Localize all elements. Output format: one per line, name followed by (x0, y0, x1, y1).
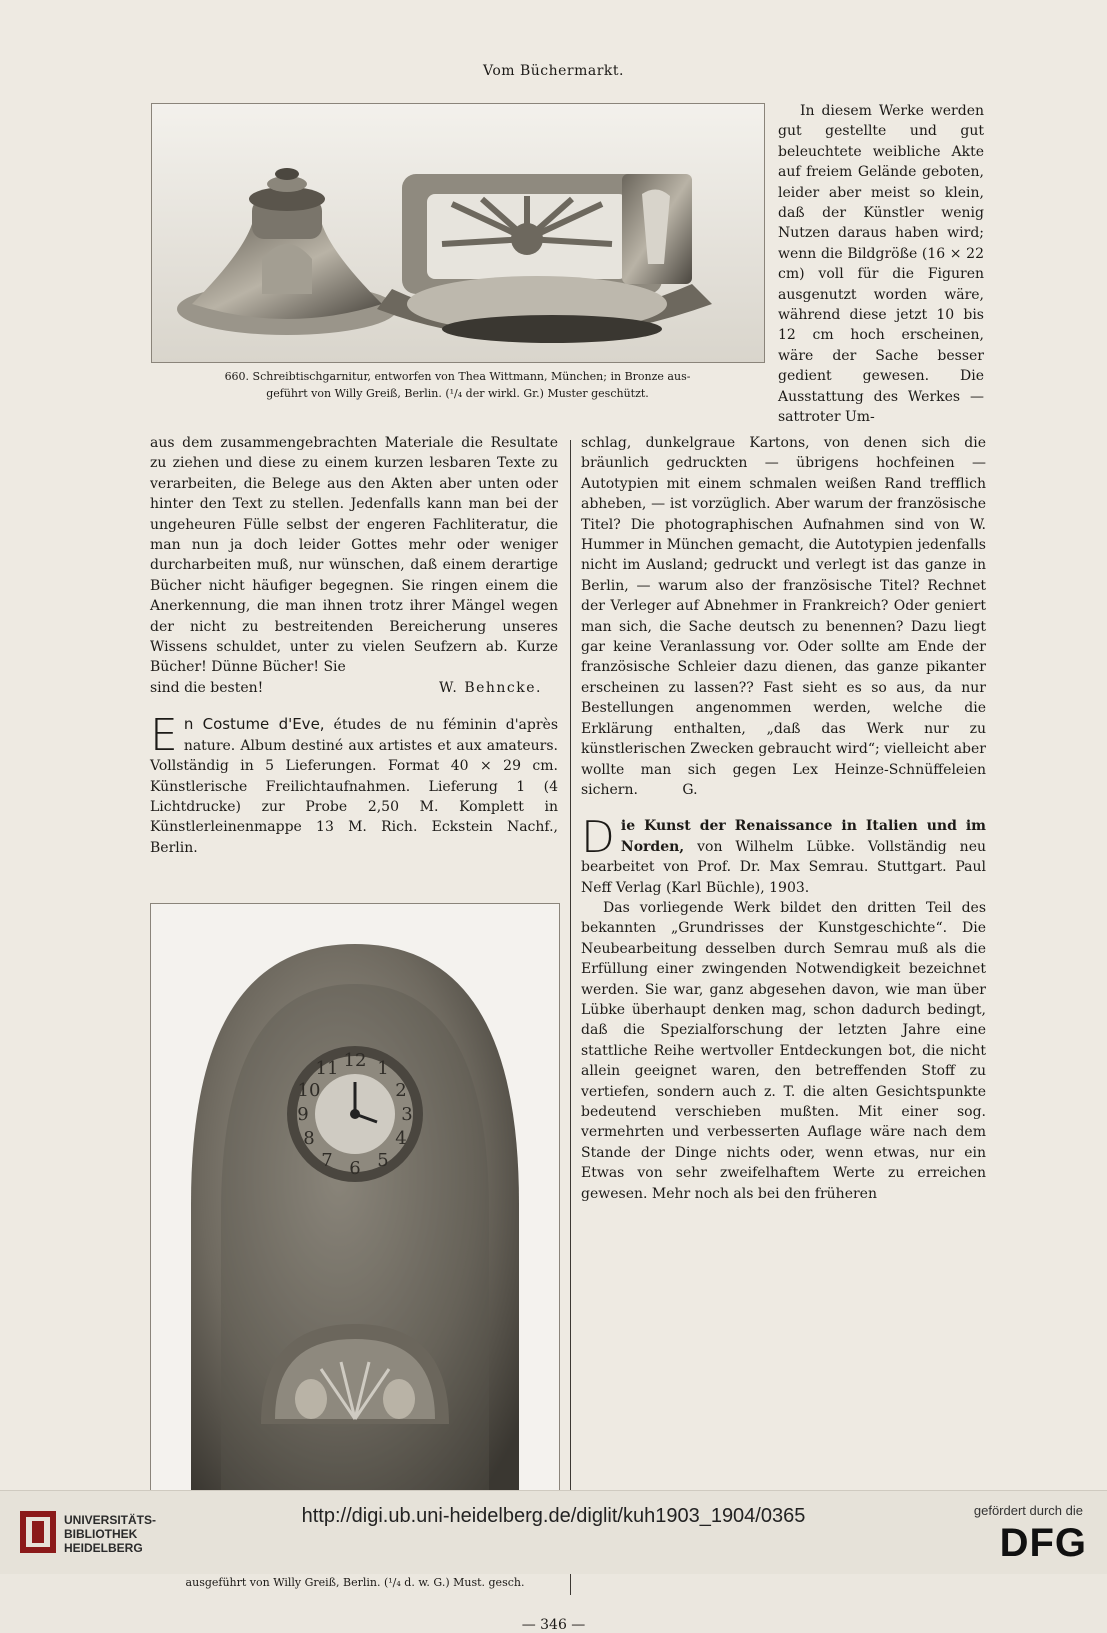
running-header: Vom Büchermarkt. (483, 63, 624, 79)
institution-line: HEIDELBERG (64, 1541, 143, 1555)
right-column (581, 433, 986, 1204)
svg-text:1: 1 (377, 1058, 389, 1079)
source-url-link[interactable]: http://digi.ub.uni-heidelberg.de/diglit/kuh1903_1904/0365 (301, 1505, 806, 1527)
entry-text: études de nu féminin d'après nature. Album destiné aux artistes et aux amateurs. Vollständig in 5 Lieferungen. Format 40 × 29 cm. Künstlerische Freilichtaufnahmen. Lieferung 1 (4 Lichtdrucke) zur Probe 2,50 M. Komplett in Künstlerleinenmappe 13 M. Rich. Eckstein Nachf., Berlin. (150, 717, 559, 856)
entry-title: n Costume d'Eve, (183, 715, 325, 734)
figure-661-clock (150, 903, 560, 1553)
svg-text:8: 8 (303, 1128, 315, 1149)
paragraph-text: schlag, dunkelgraue Kartons, von denen sich die bräunlich gedruckten — übrigens hochfeinen — Autotypien mit einem schmalen weißen Rand trefflich abheben, — ist vorzüglich. Aber warum der französische Titel? Die photographischen Aufnahmen sind von W. Hummer in München gemacht, die Autotypien jedenfalls nicht im Ausland; gedruckt und verlegt ist das ganze in Berlin, — warum also der französische Titel? Rechnet der Verleger auf Abnehmer in Frankreich? Oder geniert man sich, die Sache deutsch zu benennen? Dazu liegt gar keine Veranlassung vor. Oder sollte am Ende der französische Schleier dazu dienen, das ganze pikanter erscheinen zu lassen?? Fast sieht es so aus, da nur Bestellungen angenommen werden, welche die Erklärung enthalten, „daß das Werk nur zu künstlerischen Zwecken gebraucht wird“; vielleicht aber wollte man sich gegen Lex Heinze-Schnüffeleien sichern. (581, 435, 986, 798)
review-entry-kunst-der-renaissance (581, 812, 987, 898)
entry-text: von Wilhelm Lübke. Vollständig neu bearbeitet von Prof. Dr. Max Semrau. Stuttgart. Paul Neff Verlag (Karl Büchle), 1903. (581, 838, 987, 896)
figure-660-caption (150, 368, 765, 402)
dfg-logo: DFG (999, 1521, 1087, 1565)
paragraph: In diesem Werke werden gut gestellte und gut beleuchtete weibliche Akte auf freiem Gelände geboten, leider aber meist so klein, daß der Künstler wenig Nutzen daraus haben wird; wenn die Bildgröße (16 × 22 cm) voll für die Figuren ausgenutzt worden wäre, während diese jetzt 10 bis 12 cm hoch erscheinen, wäre der Sache besser gedient gewesen. Die Ausstattung des Werkes — sattroter Um- (778, 103, 984, 426)
drop-cap: D (581, 812, 615, 864)
paragraph-end: sind die besten! (150, 679, 264, 696)
institution-line: BIBLIOTHEK (64, 1527, 138, 1541)
author-signature: G. (682, 781, 698, 798)
svg-text:5: 5 (377, 1150, 389, 1171)
review-entry-costume-deve (150, 710, 559, 858)
author-signature: W. Behncke. (438, 679, 542, 696)
svg-text:11: 11 (315, 1058, 339, 1079)
signature-line (150, 678, 558, 698)
drop-cap: E (150, 710, 178, 762)
svg-text:6: 6 (349, 1158, 361, 1179)
funder-label: gefördert durch die (973, 1503, 1083, 1518)
column-divider (570, 440, 571, 1595)
svg-text:10: 10 (297, 1080, 321, 1101)
clock-illustration (151, 904, 559, 1552)
figure-660-desk-set (151, 103, 765, 363)
caption-line: 660. Schreibtischgarnitur, entworfen von Thea Wittmann, München; in Bronze aus- (224, 370, 691, 383)
svg-text:3: 3 (401, 1104, 413, 1125)
page-number: — 346 — (521, 1617, 586, 1633)
svg-text:4: 4 (395, 1128, 407, 1149)
left-column (150, 433, 558, 858)
paragraph: aus dem zusammengebrachten Materiale die Resultate zu ziehen und diese zu einem kurzen lesbaren Texte zu verarbeiten, die Belege aus den Akten aber unten oder hinter den Text zu stellen. Jedenfalls kann man bei der ungeheuren Fülle selbst der engeren Fachliteratur, die man nun ja doch leider Gottes mehr oder weniger durcharbeiten muß, nur wünschen, daß einem derartige Bücher nicht häufiger begegnen. Sie ringen einem die Anerkennung, die man ihnen trotz ihrer Mängel wegen der nicht zu bestreitenden Bereicherung unseres Wissens schuldet, unter zu vielen Seufzern ab. Kurze Bücher! Dünne Bücher! Sie (150, 435, 558, 676)
narrow-text-column (778, 101, 984, 428)
caption-line: ausgeführt von Willy Greiß, Berlin. (¹/₄ d. w. G.) Must. gesch. (185, 1576, 525, 1589)
institution-line: UNIVERSITÄTS- (64, 1513, 157, 1527)
caption-line: geführt von Willy Greiß, Berlin. (¹/₄ der wirkl. Gr.) Muster geschützt. (266, 387, 649, 400)
svg-text:12: 12 (343, 1050, 367, 1071)
svg-text:9: 9 (297, 1104, 309, 1125)
entry-title: ie Kunst der Renaissance in Italien und im Norden, (620, 818, 986, 855)
svg-text:2: 2 (395, 1080, 407, 1101)
paragraph (581, 433, 986, 800)
digitization-footer (0, 1490, 1107, 1574)
desk-set-illustration (152, 104, 764, 362)
paragraph: Das vorliegende Werk bildet den dritten Teil des bekannten „Grundrisses der Kunstgeschichte“. Die Neubearbeitung desselben durch Semrau muß als die Erfüllung einer zwingenden Notwendigkeit bezeichnet werden. Sie war, ganz abgesehen davon, wie man über Lübke überhaupt denken mag, schon dadurch bedingt, daß die Spezialforschung der letzten Jahre eine stattliche Reihe wertvoller Entdeckungen bot, die nicht allein geeignet waren, den betreffenden Stoff zu vertiefen, sondern auch z. T. die alten Gesichtspunkte bedeutend verschieben mußten. Mit einer sog. vermehrten und verbesserten Auflage wäre nach dem Stande der Dinge nichts oder, wenn etwas, nur ein Etwas von sehr zweifelhaftem Werte zu erreichen gewesen. Mehr noch als bei den früheren (581, 899, 986, 1202)
svg-text:7: 7 (321, 1150, 333, 1171)
